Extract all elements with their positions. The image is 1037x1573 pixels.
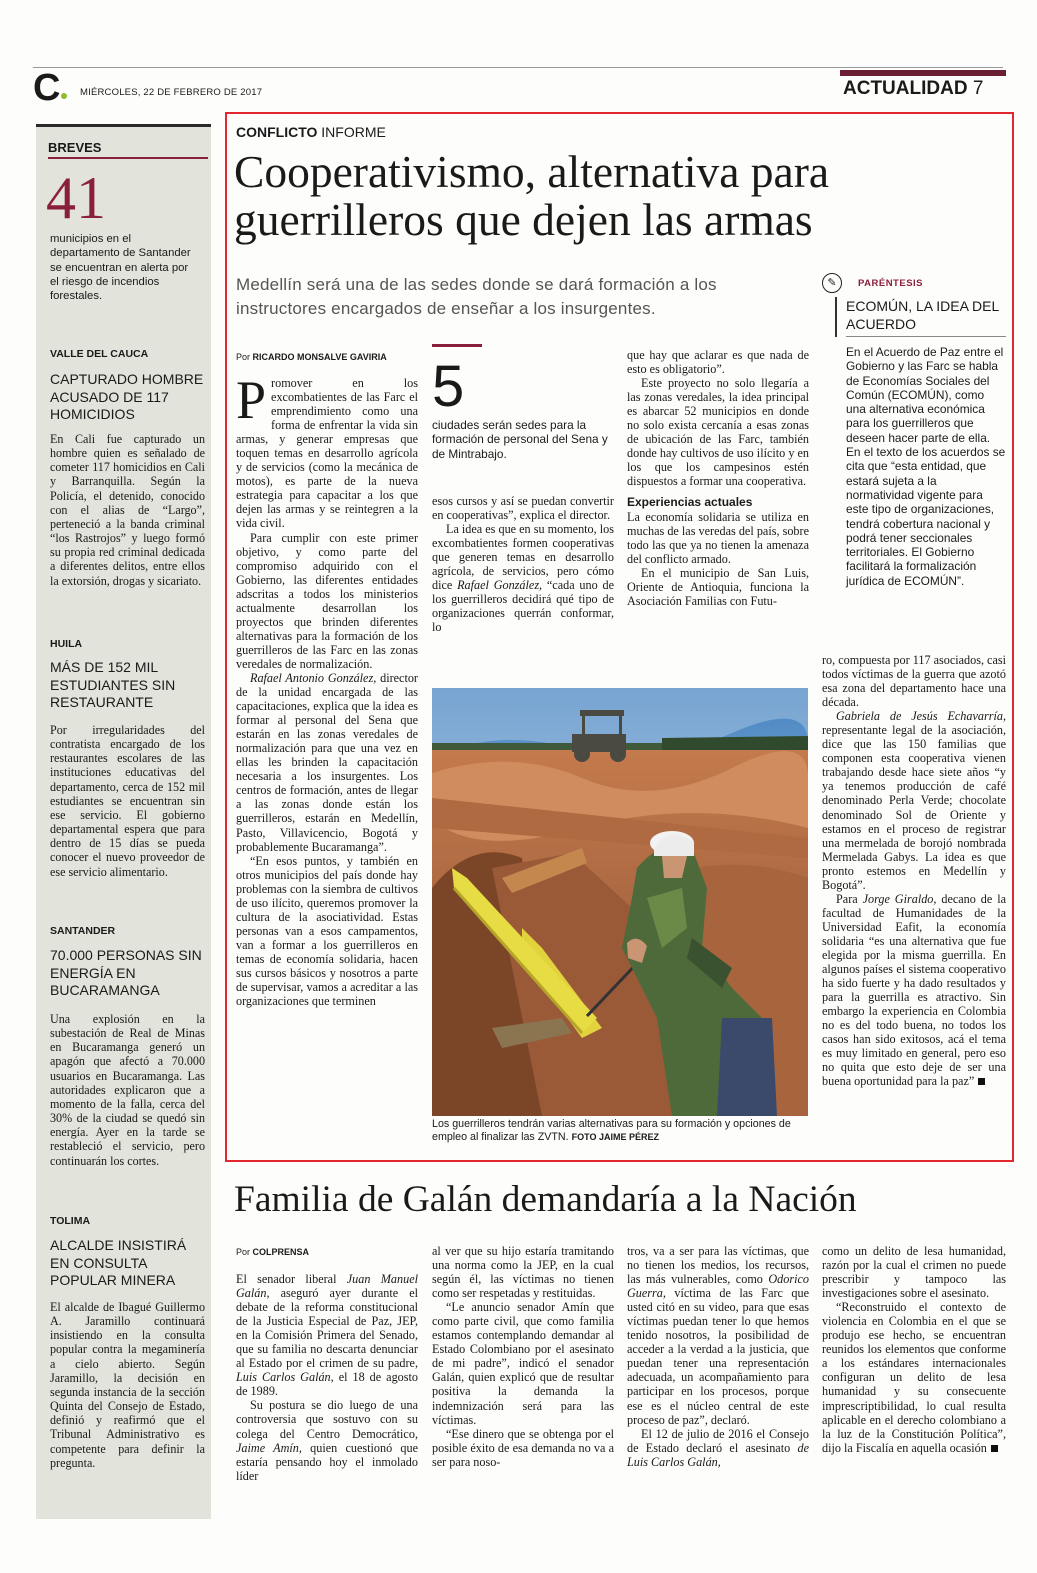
brief-region: VALLE DEL CAUCA — [50, 348, 149, 360]
parentesis-underline — [846, 336, 1006, 337]
story-column-4: ro, compuesta por 117 asociados, casi todos víctimas de la guerra que azotó esa zona del departamento hace una década. Gabriela de Jesús Echavarría, representante legal de la asociación, dice que las 150 familias que componen esta cooperativa vienen trabajando desde hace siete años “y ya tenemos producción de café denominado Perla Verde; chocolate denominado Sol de Oriente y estamos en el proceso de registrar una mermelada de borojó nombrada Mermelada Gabys. La idea es que pronto estemos en Medellín y Bogotá”. Para Jorge Giraldo, decano de la facultad de Humanidades de la Universidad Eafit, la economía solidaria “es una alternativa que fue elegida por la misma guerrilla. En algunos países el sistema cooperativo ha sido fuerte y ha dado resultados y para la guerrilla es atractivo. Sin embargo la experiencia en Colombia no es del todo buena, no todos los casos han sido exitosos, acá el tema es muy limitado en general, pero eso no quita que esto deje de ser una buena oportunidad para la paz” — [822, 653, 1007, 1089]
story-column-2: esos cursos y así se puedan convertir en cooperativas”, explica el director. La idea es que en su momento, los excombatientes formen cooperativas que generen temas en desarrollo agrícola, de servicios, pero cómo dice Rafael González, “cada uno de los guerrilleros decidirá qué tipo de organizaciones querrán conformar, lo — [432, 494, 614, 635]
brief-region: HUILA — [50, 638, 83, 650]
photo-caption: Los guerrilleros tendrán varias alternativas para su formación y opciones de empleo al finalizar las ZVTN. FOTO JAIME PÉREZ — [432, 1118, 791, 1144]
brief-body: Una explosión en la subestación de Real de Minas en Bucaramanga generó un apagón que afectó a 70.000 usuarios en Bucaramanga. Las autoridades explicaron que a momento de la falla, cerca del 30% de la ciudad se quedó sin energía. Ayer en la tarde se restableció el servicio, pero continuarán los cortes. — [50, 1012, 205, 1168]
brief-body: El alcalde de Ibagué Guillermo A. Jaramillo continuará insistiendo en la consulta popular contra la megaminería a cielo abierto. Según Jaramillo, la decisión en segunda instancia de la sección Quinta del Consejo de Estado, definió y reafirmó que el Tribunal Administrativo es competente para definir la pregunta. — [50, 1300, 205, 1470]
breves-label: BREVES — [48, 140, 208, 159]
photo-credit: FOTO JAIME PÉREZ — [571, 1132, 659, 1143]
story-byline: Por RICARDO MONSALVE GAVIRIA — [236, 352, 387, 362]
story-column-1: Promover en los excombatientes de las Farc el emprendimiento como una forma de enfrentar la vida sin armas, y generar empresas que toquen temas en desarrollo agrícola y de servicios (como la mecánica de motos), es parte de la nueva estrategia para capacitar a los que dejen las armas y se reintegren a la vida civil. Para cumplir con este primer objetivo, y como parte del compromiso adquirido con el Gobierno, las diferentes entidades adscritas a todos los ministerios actualmente desarrollan los proyectos que brinden diferentes alternativas para la formación de los guerrilleros de las Farc en las zonas veredales de normalización. Rafael Antonio González, director de la unidad encargada de las capacitaciones, explica que la idea es formar al personal del Sena que estarán en las zonas veredales de normalización para que una vez en ellas les brinden la capacitación necesaria a los insurgentes. Los centros de formación, antes de llegar a las zonas donde están los guerrilleros, estarán en Medellín, Pasto, Villavicencio, Bogotá y probablemente Bucaramanga”. “En esos puntos, y también en otros municipios del país donde hay problemas con la siembra de cultivos de uso ilícito, queremos promover la cultura de la asociatividad. Estas personas van a esos campamentos, van a formar a los guerrilleros en temas de economía solidaria, hacen sus cursos básicos y nosotros a parte de supervisar, vamos a acreditar a las organizaciones que terminen — [236, 370, 418, 1009]
stat-rule — [432, 344, 482, 347]
story2-column-4: como un delito de lesa humanidad, razón por la cual el crimen no puede prescribir y tampoco las investigaciones sobre el asesinato. “Reconstruido el contexto de violencia en Colombia en el que se produjo ese hecho, se encuentran reunidos los elementos que conforme a los estándares internacionales configuran un delito de lesa humanidad y su consecuente imprescriptibilidad, lo cual resulta aplicable en el derecho colombiano a la luz de la Constitución Política”, dijo la Fiscalía en aquella ocasión — [822, 1244, 1006, 1455]
story2-column-2: al ver que su hijo estaría tramitando una norma como la JEP, en la cual según él, las víctimas no tienen como ser respetadas y restituidas. “Le anuncio senador Amín que como parte civil, que como familia estamos contemplando demandar al Estado Colombiano por el asesinato de mi padre”, indicó el senador Galán, quien explicó que de resultar positiva la demanda la indemnización será para las víctimas. “Ese dinero que se obtenga por el posible éxito de esa demanda no va a ser para noso- — [432, 1244, 614, 1469]
stat-text: ciudades serán sedes para la formación de personal del Sena y de Mintrabajo. — [432, 418, 608, 461]
parentesis-title: ECOMÚN, LA IDEA DEL ACUERDO — [846, 298, 999, 332]
stat-number: 5 — [432, 354, 465, 419]
quill-icon: ✎ — [822, 273, 842, 293]
subhead: Experiencias actuales — [627, 495, 753, 510]
story2-byline: Por COLPRENSA — [236, 1247, 310, 1257]
section-title: ACTUALIDAD 7 — [843, 78, 984, 99]
brief-title: CAPTURADO HOMBRE ACUSADO DE 117 HOMICIDIOS — [50, 371, 204, 422]
issue-date: MIÉRCOLES, 22 DE FEBRERO DE 2017 — [80, 87, 263, 98]
logo-dot — [61, 93, 67, 99]
story2-column-3: tros, va a ser para las víctimas, que no tienen los medios, los recursos, las más vulnerables, como Odorico Guerra, víctima de las Farc que usted citó en su video, para que esas víctimas puedan tener lo que hemos tenido nosotros, la posibilidad de acceder a la verdad a la justicia, que puedan tener una representación adecuada, un acompañamiento para participar en los procesos, porque ese es el núcleo central de este proceso de paz”, declaró. El 12 de julio de 2016 el Consejo de Estado declaró el asesinato de Luis Carlos Galán, — [627, 1244, 809, 1469]
brief-body: Por irregularidades del contratista encargado de los restaurantes escolares de las instituciones educativas del departamento, cerca de 152 mil estudiantes se encuentran sin ese servicio. El gobierno departamental espera que para dentro de 15 días se pueda conocer el nuevo proveedor de ese servicio alimentario. — [50, 723, 205, 879]
parentesis-rule — [835, 297, 837, 337]
parentesis-label: PARÉNTESIS — [858, 278, 924, 289]
brief-region: SANTANDER — [50, 925, 116, 937]
header-rule — [33, 67, 1003, 68]
drop-cap: P — [236, 370, 267, 430]
section-bar — [840, 70, 1006, 76]
story-headline: Cooperativismo, alternativa para guerrilleros que dejen las armas — [234, 146, 830, 245]
brief-region: TOLIMA — [50, 1215, 91, 1227]
story-column-3: que hay que aclarar es que nada de esto es obligatorio”. Este proyecto no solo llegaría a las zonas veredales, la idea principal es abarcar 52 municipios en donde no solo exista cercanía a esas zonas de ubicación de las Farc, también donde hay cultivos de uso ilícito y en los que los campesinos estén dispuestos a formar una cooperativa. Experiencias actuales La economía solidaria se utiliza en muchas de las veredas del país, sobre todo las que ya no tienen la amenaza del conflicto armado. En el municipio de San Luis, Oriente de Antioquia, funciona la Asociación Familias con Futu- — [627, 348, 809, 608]
newspaper-logo: C — [33, 67, 61, 109]
brief-body: En Cali fue capturado un hombre quien es señalado de cometer 117 homicidios en Cali y Barranquilla. Según la Policía, el detenido, conocido con el alias de “Largo”, perteneció a la banda criminal “los Rastrojos” y luego formó su propia red criminal dedicada a diferentes delitos, entre ellos la extorsión, drogas y sicariato. — [50, 432, 205, 588]
breves-stat-number: 41 — [46, 165, 106, 231]
parentesis-body: En el Acuerdo de Paz entre el Gobierno y las Farc se habla de Economías Sociales del Común (ECOMÚN), como una alternativa económica para los guerrilleros que deseen hacer parte de ella. En el texto de los acuerdos se cita que “esta entidad, que estará sujeta a la normatividad vigente para este tipo de organizaciones, tendrá cobertura nacional y podrá tener seccionales territoriales. El Gobierno facilitará la formalización jurídica de ECOMÚN”. — [846, 345, 1006, 588]
end-mark — [991, 1445, 998, 1452]
story-deck: Medellín será una de las sedes donde se dará formación a los instructores encargados de enseñar a los insurgentes. — [236, 275, 717, 318]
sidebar-top-rule — [36, 124, 211, 127]
brief-title: ALCALDE INSISTIRÁ EN CONSULTA POPULAR MINERA — [50, 1237, 187, 1288]
story-photo — [432, 688, 808, 1116]
breves-stat-text: municipios en el departamento de Santander se encuentran en alerta por el riesgo de incendios forestales. — [50, 233, 191, 303]
page-number: 7 — [972, 78, 984, 99]
brief-title: MÁS DE 152 MIL ESTUDIANTES SIN RESTAURANTE — [50, 659, 176, 710]
story2-column-1: El senador liberal Juan Manuel Galán, aseguró ayer durante el debate de la reforma constitucional de la Justicia Especial de Paz, JEP, en la Comisión Primera del Senado, que su familia no descarta denunciar al Estado por el crimen de su padre, Luis Carlos Galán, el 18 de agosto de 1989. Su postura se dio luego de una controversia que sostuvo con su colega del Centro Democrático, Jaime Amín, quien cuestionó que estaría pensando hoy el inmolado líder — [236, 1272, 419, 1483]
story2-headline: Familia de Galán demandaría a la Nación — [234, 1179, 857, 1220]
brief-title: 70.000 PERSONAS SIN ENERGÍA EN BUCARAMANGA — [50, 947, 202, 998]
story-kicker: CONFLICTO INFORME — [236, 124, 386, 140]
end-mark — [978, 1078, 985, 1085]
